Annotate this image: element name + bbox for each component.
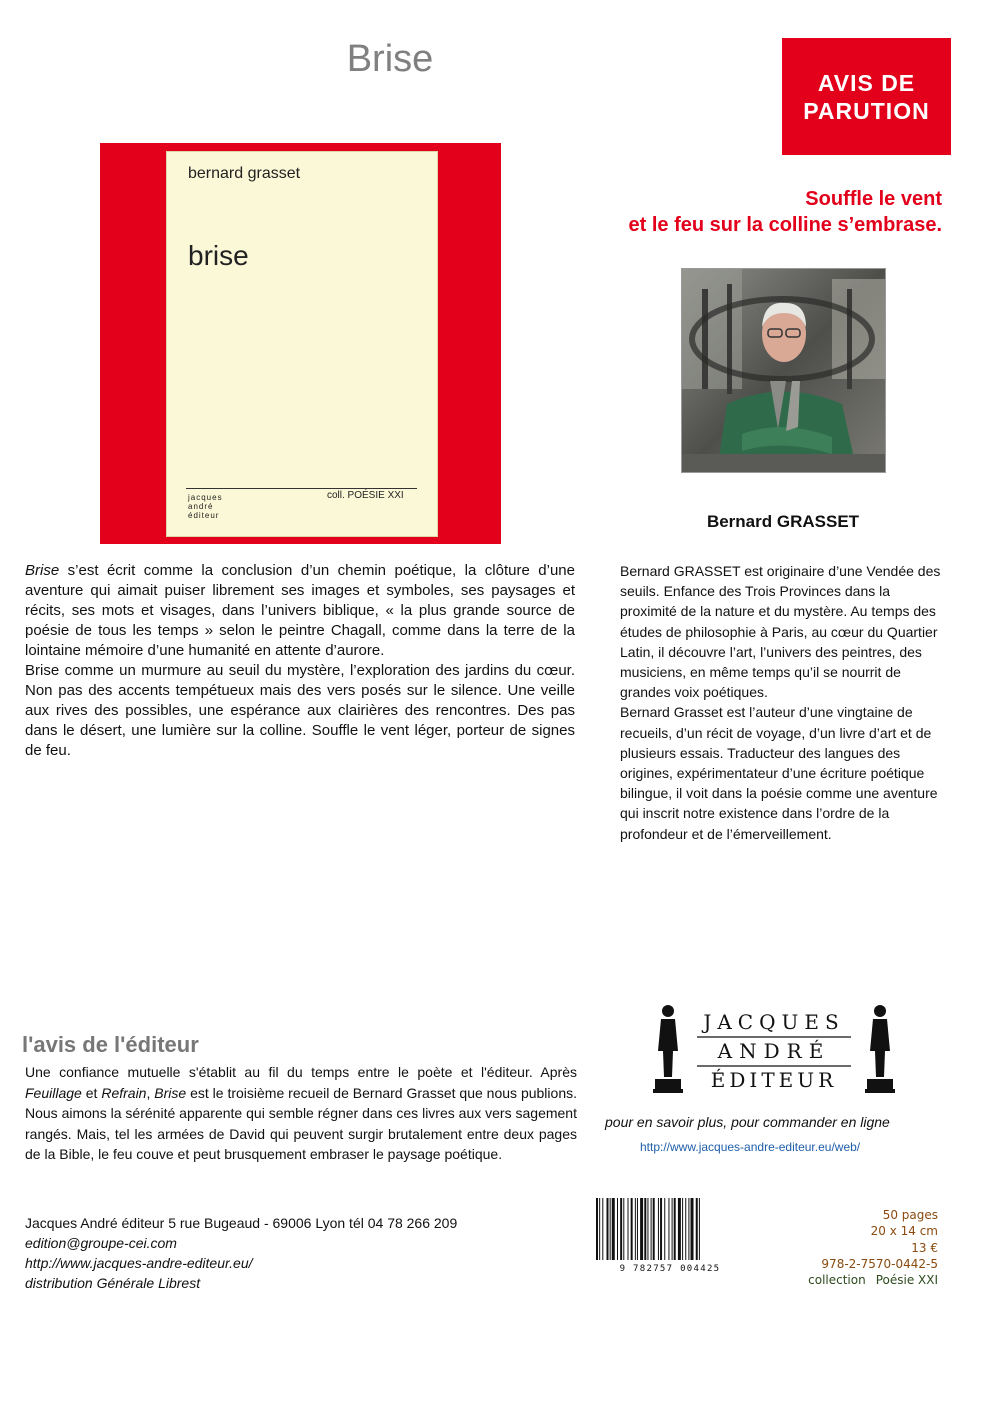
barcode-bar (635, 1198, 636, 1260)
barcode-bar (628, 1198, 629, 1260)
cover-publisher-line: andré (188, 502, 214, 511)
website-link[interactable]: http://www.jacques-andre-editeur.eu/ (25, 1255, 253, 1271)
statue-left-icon (653, 1005, 683, 1093)
author-photo-image (682, 269, 885, 472)
spec-collection-name: Poésie XXI (875, 1273, 938, 1288)
barcode-digits: 9 782757 004425 (619, 1264, 721, 1274)
badge-line-2: PARUTION (803, 97, 930, 124)
badge-line-1: AVIS DE (817, 69, 916, 96)
bio-paragraph: Bernard GRASSET est originaire d’une Vendée des seuils. Enfance des Trois Provinces dans la proximité de la nature et du mystère. Au temps des études de philosophie à Paris, au cœur du Quartier Latin, il découvre l’art, l’univers des peintres, des musiciens, en même temps qu’il se nourrit de grandes voix poétiques. (620, 563, 941, 701)
barcode-bar (682, 1198, 683, 1260)
publisher-logo (651, 999, 897, 1096)
editor-note-text (25, 1062, 577, 1165)
barcode-bar (674, 1198, 676, 1260)
editor-note-heading: l'avis de l'éditeur (22, 1032, 199, 1057)
spec-size: 20 x 14 cm (870, 1224, 938, 1239)
cover-publisher (188, 493, 223, 520)
logo-line-3: ÉDITEUR (710, 1068, 838, 1092)
spec-isbn: 978-2-7570-0442-5 (821, 1256, 938, 1271)
barcode-bar (644, 1198, 646, 1260)
cover-author: bernard grasset (188, 165, 301, 182)
barcode-bar (623, 1198, 624, 1260)
barcode-bars (596, 1198, 700, 1260)
barcode-bar (688, 1198, 689, 1260)
publisher-address (25, 1213, 457, 1293)
book-cover (166, 151, 438, 537)
barcode-bar (620, 1198, 622, 1260)
avis-de-parution-badge (782, 38, 951, 155)
barcode-bar (637, 1198, 638, 1260)
more-info-text: pour en savoir plus, pour commander en ligne (605, 1114, 890, 1130)
logo-line-1: JACQUES (703, 1010, 845, 1034)
barcode-bar (664, 1198, 665, 1260)
description-text: s’est écrit comme la conclusion d’un chemin poétique, la clôture d’une aventure qui aimait puiser librement ses images et symboles, ses paysages et récits, ses mots et visages, dans l’univers biblique, « la plus grande source de poésie de tous les temps » selon le peintre Chagall, comme dans la terre de la lointaine mémoire d’une humanité en attente d’aurore. (25, 562, 575, 659)
author-photo (681, 268, 886, 473)
description-paragraph: Brise comme un murmure au seuil du mystère, l’exploration des jardins du cœur. Non pas des accents tempétueux mais des vers posés sur le silence. Une veille aux rives des possibles, une espérance aux clairières des rencontres. Des pas dans le désert, une lumière sur la colline. Souffle le vent léger, porteur de signes de feu. (25, 662, 575, 759)
editor-note-book: Feuillage (25, 1084, 82, 1101)
address-line: Jacques André éditeur 5 rue Bugeaud - 69006 Lyon tél 04 78 266 209 (25, 1215, 458, 1231)
editor-note-book: Brise (154, 1084, 187, 1101)
barcode-bar (668, 1198, 669, 1260)
spec-price: 13 € (911, 1240, 938, 1255)
cover-publisher-line: jacques (188, 493, 223, 502)
barcode-bar (696, 1198, 698, 1260)
barcode-bar (699, 1198, 700, 1260)
spec-pages: 50 pages (882, 1208, 938, 1222)
book-specs (770, 1207, 938, 1288)
editor-note-book: Refrain (101, 1084, 147, 1101)
barcode-bar (660, 1198, 662, 1260)
tagline (520, 186, 942, 238)
barcode-bar (678, 1198, 681, 1260)
cover-divider (186, 488, 417, 489)
distribution-line: distribution Générale Librest (25, 1275, 201, 1291)
barcode-bar (653, 1198, 655, 1260)
barcode-bar (617, 1198, 618, 1260)
editor-note-segment: et (81, 1084, 102, 1101)
barcode-bar (599, 1198, 600, 1260)
spec-collection (770, 1272, 938, 1288)
barcode-bar (612, 1198, 615, 1260)
cover-publisher-line: éditeur (188, 511, 220, 520)
email-link[interactable]: edition@groupe-cei.com (25, 1235, 177, 1251)
barcode-bar (691, 1198, 694, 1260)
tagline-line-2: et le feu sur la colline s’embrase. (628, 214, 942, 236)
order-link[interactable]: http://www.jacques-andre-editeur.eu/web/ (640, 1140, 861, 1154)
barcode-bar (610, 1198, 611, 1260)
editor-note-segment: Une confiance mutuelle s'établit au fil du temps entre le poète et l'éditeur. Après (25, 1064, 577, 1080)
logo-line-2: ANDRÉ (717, 1039, 831, 1063)
barcode-bar (647, 1198, 648, 1260)
barcode-bar (631, 1198, 633, 1260)
barcode-bar (651, 1198, 652, 1260)
barcode-bar (602, 1198, 603, 1260)
barcode-bar (640, 1198, 643, 1260)
author-name: Bernard GRASSET (706, 512, 860, 531)
editor-note-segment: est le troisième recueil de Bernard Grasset que nous publions. Nous aimons la sérénité apparente qui semble régner dans ces livres aux vers sagement rangés. Mais, tel les armées de David qui peuvent surgir brutalement entre deux pages de la Bible, le feu couve et peut brusquement embraser le paysage poétique. (25, 1084, 577, 1162)
spec-collection-label: collection (808, 1273, 866, 1288)
barcode-bar (672, 1198, 673, 1260)
page-title: Brise (346, 38, 434, 80)
cover-collection: coll. POÉSIE XXI (327, 490, 404, 501)
tagline-line-1: Souffle le vent (805, 188, 942, 210)
editor-note-segment: , (146, 1084, 155, 1101)
cover-title: brise (188, 240, 249, 271)
barcode-bar (658, 1198, 659, 1260)
bio-paragraph: Bernard Grasset est l’auteur d’une vingtaine de recueils, d’un récit de voyage, d’un livre d’art et de plusieurs essais. Traducteur des langues des origines, expérimentateur d’une écriture poétique bilingue, il voit dans la poésie comme une aventure qui inscrit notre existence dans l’ordre de la profondeur et de l’émerveillement. (620, 704, 938, 842)
author-bio (620, 561, 950, 844)
statue-right-icon (865, 1005, 895, 1093)
barcode-bar (596, 1198, 598, 1260)
barcode-bar (607, 1198, 609, 1260)
barcode-bar (685, 1198, 686, 1260)
book-description (25, 561, 575, 761)
description-paragraph (25, 561, 575, 661)
isbn-barcode (592, 1198, 744, 1274)
description-title-emphasis: Brise (25, 562, 60, 579)
